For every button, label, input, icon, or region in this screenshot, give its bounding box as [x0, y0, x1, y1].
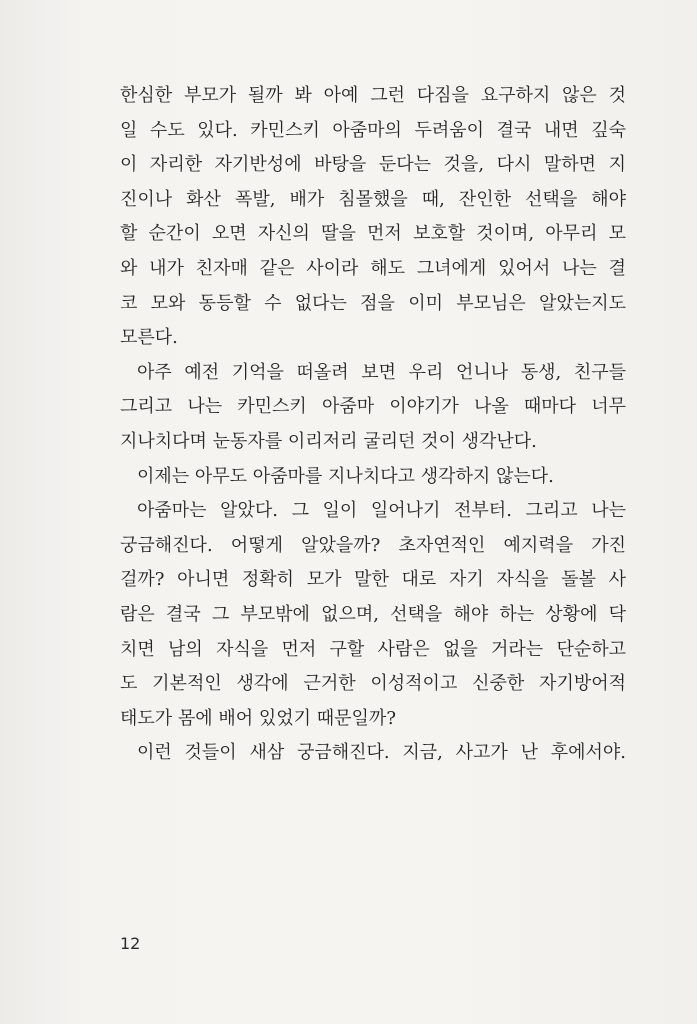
text-line: 한심한 부모가 될까 봐 아예 그런 다짐을 요구하지 않은 것: [120, 85, 626, 106]
text-line: 진이나 화산 폭발, 배가 침몰했을 때, 잔인한 선택을 해야: [120, 188, 626, 210]
text-line: 이제는 아무도 아줌마를 지나치다고 생각하지 않는다.: [137, 465, 554, 487]
text-line: 람은 결국 그 부모밖에 없으며, 선택을 해야 하는 상황에 닥: [120, 603, 626, 625]
text-line: 궁금해진다. 어떻게 알았을까? 초자연적인 예지력을 가진: [120, 534, 626, 556]
text-line: 이런 것들이 새삼 궁금해진다. 지금, 사고가 난 후에서야.: [137, 742, 626, 764]
text-line: 일 수도 있다. 카민스키 아줌마의 두려움이 결국 내면 깊숙: [120, 119, 626, 141]
text-line: 도 기본적인 생각에 근거한 이성적이고 신중한 자기방어적: [120, 673, 626, 695]
text-line: 치면 남의 자식을 먼저 구할 사람은 없을 거라는 단순하고: [120, 638, 626, 660]
text-line: 걸까? 아니면 정확히 모가 말한 대로 자기 자식을 돌볼 사: [120, 569, 626, 591]
text-line: 지나치다며 눈동자를 이리저리 굴리던 것이 생각난다.: [120, 430, 537, 452]
text-line: 이 자리한 자기반성에 바탕을 둔다는 것을, 다시 말하면 지: [120, 154, 626, 176]
text-line: 아줌마는 알았다. 그 일이 일어나기 전부터. 그리고 나는: [137, 500, 626, 522]
text-line: 그리고 나는 카민스키 아줌마 이야기가 나올 때마다 너무: [120, 396, 626, 418]
text-line: 코 모와 동등할 수 없다는 점을 이미 부모님은 알았는지도: [120, 292, 626, 314]
body-text: [120, 79, 626, 771]
text-line: 모른다.: [120, 327, 178, 349]
text-line: 와 내가 친자매 같은 사이라 해도 그녀에게 있어서 나는 결: [120, 257, 626, 279]
text-line: 아주 예전 기억을 떠올려 보면 우리 언니나 동생, 친구들: [137, 361, 626, 383]
text-line: 할 순간이 오면 자신의 딸을 먼저 보호할 것이며, 아무리 모: [120, 223, 626, 245]
text-line: 태도가 몸에 배어 있었기 때문일까?: [120, 707, 396, 729]
page-number: 12: [120, 934, 141, 953]
